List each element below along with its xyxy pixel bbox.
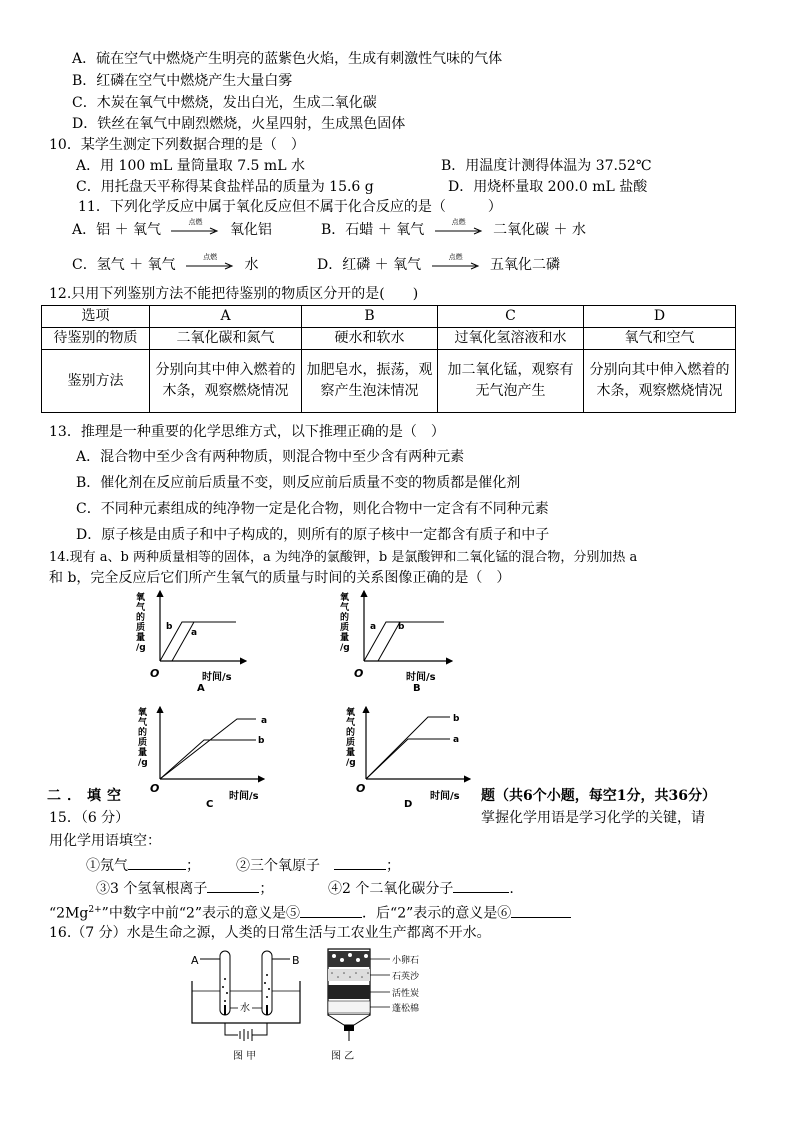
y-axis-label: 气 [340, 603, 350, 613]
curve-label: a [261, 716, 268, 726]
label-b: B [292, 954, 300, 967]
y-axis-label: 量 [340, 633, 350, 643]
reaction-arrow-icon [186, 253, 234, 273]
q13-option-a: A．混合物中至少含有两种物质，则混合物中至少含有两种元素 [76, 449, 465, 465]
table-cell: 二氧化碳和氮气 [150, 328, 302, 350]
y-axis-label: 氧 [346, 708, 356, 718]
origin-label: O [354, 667, 364, 680]
answer-blank-1[interactable] [128, 855, 186, 870]
q12-stem: 12.只用下列鉴别方法不能把待鉴别的物质区分开的是( ) [49, 286, 419, 302]
q13-option-b: B．催化剂在反应前后质量不变，则反应前后质量不变的物质都是催化剂 [76, 475, 521, 491]
arrow-condition: 点燃 [203, 253, 218, 261]
q11-option-c [72, 253, 259, 274]
q10-option-a: A．用 100 mL 量筒量取 7.5 mL 水 [76, 158, 305, 174]
y-axis-label: 氧 [340, 593, 350, 603]
q14-stem-line1: 14.现有 a、b 两种质量相等的固体，a 为纯净的氯酸钾，b 是氯酸钾和二氧化锰的混合物，分别加热 a [49, 550, 638, 565]
option-label: D [404, 799, 413, 810]
answer-blank-6[interactable] [511, 903, 571, 918]
y-axis-label: 质 [138, 738, 148, 748]
curve-b [160, 740, 256, 779]
q15-item-2 [236, 855, 400, 875]
origin-label: O [150, 667, 160, 680]
curve-label: b [258, 736, 265, 746]
y-axis-label: 的 [346, 728, 356, 738]
table-row [42, 350, 736, 413]
arrow-condition: 点燃 [188, 218, 203, 226]
formula-charge: 2+ [88, 905, 102, 915]
table-cell: B [302, 306, 438, 328]
layer-label: 活性炭 [392, 989, 420, 999]
separator: ； [186, 858, 200, 874]
q9-option-c: C．木炭在氧气中燃烧，发出白光，生成二氧化碳 [72, 95, 377, 111]
layer-label: 石英沙 [392, 972, 420, 982]
curve-b [378, 622, 400, 661]
y-axis-label: 量 [346, 748, 356, 758]
q16-stem: 16.（7 分）水是生命之源，人类的日常生活与工农业生产都离不开水。 [49, 925, 491, 941]
q13-option-d: D．原子核是由质子和中子构成的，则所有的原子核中一定都含有质子和中子 [76, 527, 550, 543]
y-axis-label: 的 [136, 613, 146, 623]
x-axis-label: 时间/s [430, 791, 460, 802]
curve-label: a [370, 622, 377, 632]
q10-option-b: B．用温度计测得体温为 37.52℃ [441, 158, 652, 174]
q11-option-b [321, 218, 587, 239]
option-label: C [206, 799, 214, 810]
q11-option-a [72, 218, 272, 239]
water-label: 水 [240, 1003, 250, 1014]
q15-item-3-label: ③3 个氢氧根离子 [96, 881, 208, 897]
water-filter [328, 949, 420, 1062]
y-axis-label: 氧 [138, 708, 148, 718]
q11-c-products: 水 [244, 257, 259, 273]
table-cell: 鉴别方法 [42, 350, 150, 413]
q15-stem-left: 15．（6 分） [49, 810, 130, 826]
y-axis-label: 的 [138, 728, 148, 738]
y-axis-label: 的 [340, 613, 350, 623]
answer-blank-4[interactable] [453, 878, 509, 893]
reaction-arrow-icon [435, 218, 483, 238]
answer-blank-3[interactable] [207, 878, 259, 893]
q11-a-products: 氧化铝 [229, 222, 272, 238]
q10-option-c: C．用托盘天平称得某食盐样品的质量为 15.6 g [76, 179, 374, 195]
y-axis-label: 氧 [136, 593, 146, 603]
y-axis-label: 量 [136, 633, 146, 643]
y-axis-label: 气 [346, 718, 356, 728]
y-axis-label: /g [138, 758, 148, 768]
reaction-arrow-icon [432, 253, 480, 273]
origin-label: O [356, 782, 366, 795]
period: . [509, 881, 514, 897]
q15-2mg-question [49, 901, 571, 923]
formula-prefix: “2Mg [49, 905, 89, 922]
q11-b-reactants: 石蜡 ＋ 氧气 [345, 222, 425, 238]
q12-table [41, 305, 736, 413]
table-cell: 硬水和软水 [302, 328, 438, 350]
separator: ； [386, 858, 400, 874]
table-header-row [42, 306, 736, 328]
separator: ； [259, 881, 274, 897]
graph-a [136, 591, 246, 694]
layer-label: 小卵石 [392, 956, 420, 966]
q10-stem: 10．某学生测定下列数据合理的是（ ） [49, 137, 305, 153]
q9-option-b: B．红磷在空气中燃烧产生大量白雾 [72, 73, 293, 89]
table-cell: 选项 [42, 306, 150, 328]
figure-caption: 图 甲 [233, 1051, 257, 1062]
curve-label: b [453, 714, 460, 724]
table-cell: 氧气和空气 [584, 328, 736, 350]
arrow-condition: 点燃 [451, 218, 466, 226]
q9-option-d: D．铁丝在氧气中剧烈燃烧，火星四射，生成黑色固体 [72, 116, 406, 132]
figure-caption: 图 乙 [331, 1051, 355, 1062]
table-row [42, 328, 736, 350]
curve-label: a [191, 628, 198, 638]
q11-a-label: A． [72, 222, 97, 238]
y-axis-label: 气 [138, 718, 148, 728]
y-axis-label: 质 [340, 623, 350, 633]
y-axis-label: /g [346, 758, 356, 768]
answer-blank-5[interactable] [300, 903, 362, 918]
q11-d-reactants: 红磷 ＋ 氧气 [342, 257, 422, 273]
y-axis-label: 量 [138, 748, 148, 758]
table-cell: 过氧化氢溶液和水 [438, 328, 584, 350]
q13-stem: 13．推理是一种重要的化学思维方式，以下推理正确的是（ ） [49, 424, 445, 440]
table-cell: 加二氧化锰，观察有无气泡产生 [438, 350, 584, 413]
question-text-2: ．后“2”表示的意义是⑥ [362, 905, 512, 922]
q15-item-4 [328, 878, 514, 898]
q10-option-d: D．用烧杯量取 200.0 mL 盐酸 [448, 179, 648, 195]
table-cell: 分别向其中伸入燃着的木条，观察燃烧情况 [584, 350, 736, 413]
q15-item-4-label: ④2 个二氧化碳分子 [328, 881, 454, 897]
curve-b [366, 717, 450, 779]
table-cell: A [150, 306, 302, 328]
x-axis-label: 时间/s [229, 791, 259, 802]
q11-option-d [317, 253, 561, 274]
section-2-title-left: 二．填空 [47, 788, 127, 804]
y-axis-label: 质 [346, 738, 356, 748]
q11-b-label: B． [321, 222, 346, 238]
y-axis-label: /g [136, 643, 146, 653]
option-label: B [413, 683, 421, 694]
section-2-title-right: 题（共6个小题，每空1分，共36分） [481, 788, 716, 804]
question-text: ”中数字中前“2”表示的意义是⑤ [101, 905, 301, 922]
option-label: A [197, 683, 205, 694]
graph-c [138, 706, 267, 810]
curve-a [366, 739, 450, 779]
q9-option-a: A．硫在空气中燃烧产生明亮的蓝紫色火焰，生成有刺激性气味的气体 [72, 51, 503, 67]
graph-b [340, 591, 452, 694]
curve-label: b [398, 622, 405, 632]
q11-stem: 11．下列化学反应中属于氧化反应但不属于化合反应的是（ ） [78, 199, 502, 215]
x-axis-label: 时间/s [406, 672, 436, 683]
table-cell: 加肥皂水，振荡，观察产生泡沫情况 [302, 350, 438, 413]
q15-item-1 [86, 855, 200, 875]
q14-graphs [0, 585, 794, 810]
table-cell: D [584, 306, 736, 328]
q11-d-products: 五氧化二磷 [490, 257, 561, 273]
electrolysis-apparatus [191, 951, 300, 1062]
q11-c-reactants: 氢气 ＋ 氧气 [96, 257, 176, 273]
curve-label: b [166, 622, 173, 632]
q11-d-label: D． [317, 257, 343, 273]
q15-item-2-label: ②三个氧原子 [236, 858, 320, 874]
q15-stem-right: 掌握化学用语是学习化学的关键，请 [481, 810, 705, 826]
curve-a [160, 719, 256, 779]
arrow-condition: 点燃 [448, 253, 463, 261]
curve-label: a [453, 735, 460, 745]
origin-label: O [150, 782, 160, 795]
reaction-arrow-icon [171, 218, 219, 238]
q16-figures [180, 945, 440, 1065]
graph-d [346, 706, 470, 810]
label-a: A [191, 954, 199, 967]
q11-b-products: 二氧化碳 ＋ 水 [493, 222, 587, 238]
x-axis-label: 时间/s [202, 672, 232, 683]
q11-a-reactants: 铝 ＋ 氧气 [96, 222, 162, 238]
layer-label: 蓬松棉 [392, 1004, 420, 1014]
table-cell: C [438, 306, 584, 328]
answer-blank-2[interactable] [334, 855, 386, 870]
q11-c-label: C． [72, 257, 97, 273]
table-cell: 待鉴别的物质 [42, 328, 150, 350]
q15-stem-line2: 用化学用语填空： [49, 833, 161, 849]
table-cell: 分别向其中伸入燃着的木条，观察燃烧情况 [150, 350, 302, 413]
q14-stem-line2: 和 b，完全反应后它们所产生氧气的质量与时间的关系图像正确的是（ ） [49, 570, 511, 586]
y-axis-label: 质 [136, 623, 146, 633]
q15-item-3 [96, 878, 273, 898]
q13-option-c: C．不同种元素组成的纯净物一定是化合物，则化合物中一定含有不同种元素 [76, 501, 549, 517]
y-axis-label: /g [340, 643, 350, 653]
y-axis-label: 气 [136, 603, 146, 613]
q15-item-1-label: ①氖气 [86, 858, 128, 874]
